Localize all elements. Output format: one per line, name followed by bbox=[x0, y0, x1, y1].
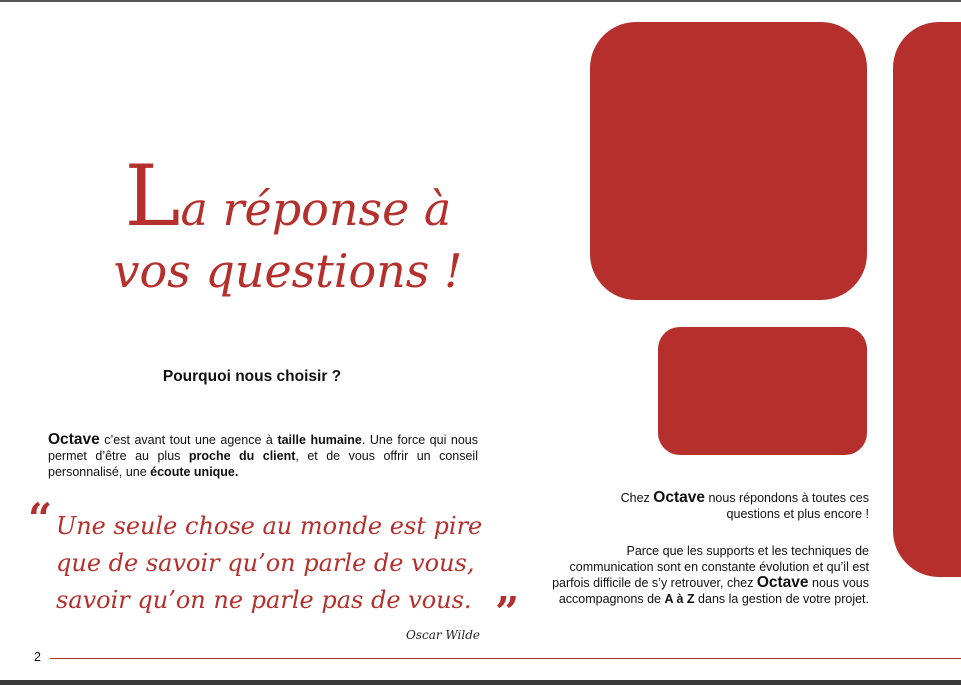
right-text: nous vous accompagnons de bbox=[558, 576, 869, 606]
intro-emphasis: taille humaine bbox=[277, 433, 362, 447]
intro-text: . Une force qui nous permet d’être au plus bbox=[48, 433, 479, 463]
decorative-block-small bbox=[658, 327, 867, 455]
right-text: Chez bbox=[620, 491, 654, 505]
bottom-bar bbox=[0, 680, 961, 685]
right-text: dans la gestion de votre projet. bbox=[694, 592, 869, 606]
brand-name: Octave bbox=[653, 489, 705, 506]
brand-name: Octave bbox=[756, 574, 809, 591]
section-subtitle: Pourquoi nous choisir ? bbox=[162, 368, 342, 385]
quote-line: savoir qu’on ne parle pas de vous. bbox=[56, 586, 472, 614]
brand-name: Octave bbox=[48, 431, 100, 448]
page-title bbox=[108, 147, 468, 302]
title-initial: L bbox=[124, 147, 181, 245]
title-line-1: a réponse à bbox=[180, 182, 452, 236]
quote-open-mark: “ bbox=[28, 494, 53, 543]
quote-line: que de savoir qu’on parle de vous, bbox=[56, 549, 475, 577]
quote-text bbox=[56, 508, 506, 619]
quote-author: Oscar Wilde bbox=[405, 628, 480, 642]
intro-text: , et de vous offrir un conseil personnalisé, une bbox=[48, 449, 478, 479]
right-paragraph-2 bbox=[549, 543, 869, 607]
quote-line: Une seule chose au monde est pire bbox=[56, 512, 483, 540]
page-number: 2 bbox=[34, 650, 41, 664]
right-text: nous répondons à toutes ces questions et plus encore ! bbox=[704, 491, 869, 521]
intro-emphasis: écoute unique. bbox=[150, 465, 239, 479]
title-line-2: vos questions ! bbox=[113, 244, 463, 298]
intro-emphasis: proche du client bbox=[188, 449, 296, 463]
intro-text: c’est avant tout une agence à bbox=[99, 433, 278, 447]
decorative-block-right bbox=[893, 22, 961, 577]
right-paragraph-1 bbox=[569, 490, 869, 522]
top-rule bbox=[0, 0, 961, 2]
right-emphasis: A à Z bbox=[664, 592, 695, 606]
intro-paragraph bbox=[48, 432, 478, 480]
quote-close-mark: ” bbox=[495, 588, 520, 637]
right-text: Parce que les supports et les techniques de communication sont en constante évolution et qu’il est parfois difficile de s’y retrouver, chez bbox=[552, 544, 869, 590]
decorative-block-large bbox=[590, 22, 867, 300]
footer-rule bbox=[50, 658, 961, 659]
